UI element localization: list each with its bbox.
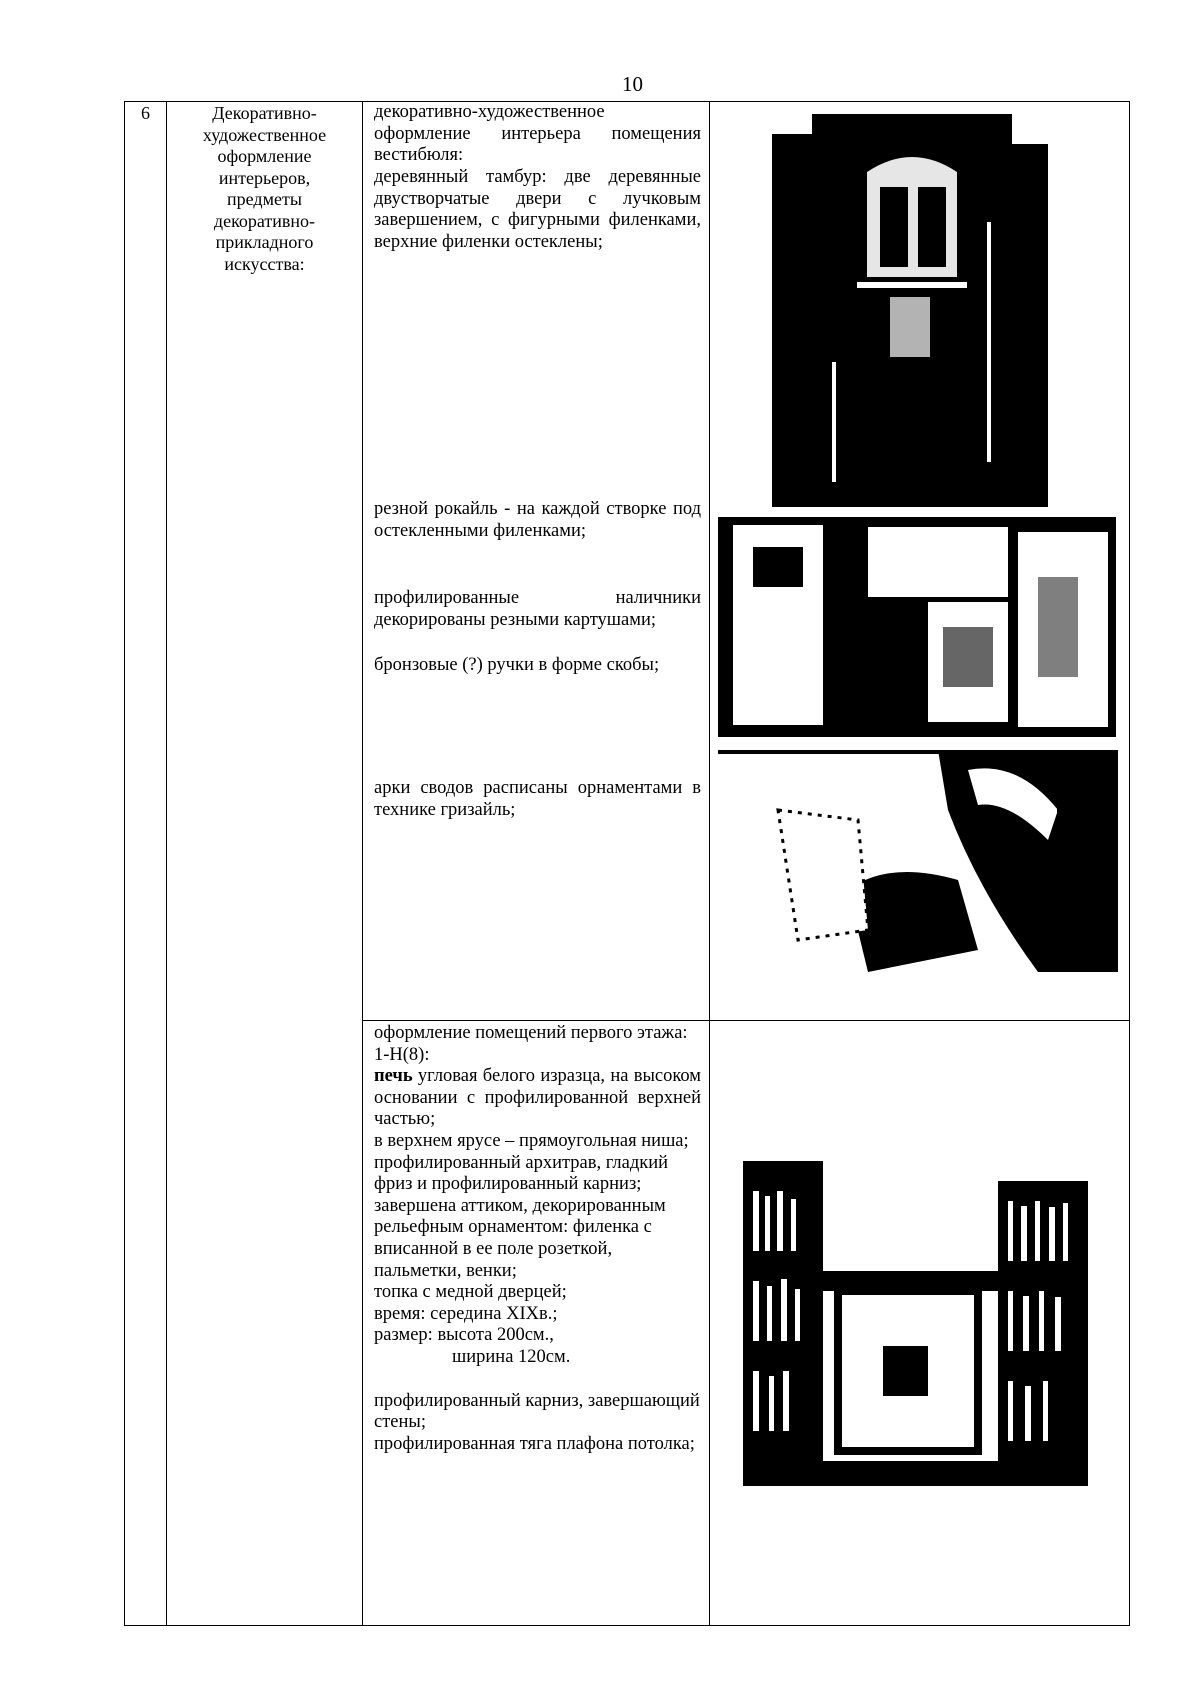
- description-cell-vestibule: [363, 102, 710, 1021]
- nalichniki-text: профилированные наличники декорированы резными картушами;: [374, 588, 701, 630]
- cornice-text: профилированный карниз, завершающий стены;: [374, 1390, 700, 1433]
- category-name-cell: [167, 102, 363, 1626]
- arches-text: арки сводов расписаны орнаментами в технике гризайль;: [374, 778, 701, 820]
- monument-table: [124, 101, 1130, 1626]
- stove-bold: печь: [374, 1066, 413, 1087]
- tambur-text: деревянный тамбур: две деревянные двустворчатые двери с лучковым завершением, с фигурными филенками, верхние филенки остеклены;: [374, 167, 701, 252]
- category-line: Декоративно-: [212, 103, 317, 123]
- rod-text: профилированная тяга плафона потолка;: [374, 1433, 695, 1454]
- category-line: искусства:: [224, 253, 305, 274]
- upper-tier-text: в верхнем ярусе – прямоугольная ниша;: [374, 1130, 689, 1151]
- category-line: оформление: [217, 146, 312, 166]
- stove-rest: угловая белого изразца, на высоком основании с профилированной верхней частью;: [374, 1066, 701, 1130]
- size-text: размер: высота 200см.,: [374, 1325, 554, 1346]
- photo-cell-first-floor: [710, 1021, 1130, 1626]
- firebox-text: топка с медной дверцей;: [374, 1282, 567, 1303]
- architrave-text: профилированный архитрав, гладкий фриз и профилированный карниз;: [374, 1152, 669, 1195]
- category-line: интерьеров,: [218, 167, 311, 188]
- row-number: 6: [141, 103, 150, 123]
- rocaille-text: резной рокайль - на каждой створке под остекленными филенками;: [374, 499, 701, 541]
- attic-text: завершена аттиком, декорированным рельефным орнаментом: филенка с вписанной в ее поле розеткой, пальметки, венки;: [374, 1195, 666, 1281]
- category-line: декоративно-: [213, 210, 316, 231]
- photo-cell-vestibule: [710, 102, 1130, 1021]
- stove-library-photo: [743, 1161, 1088, 1486]
- width-text: ширина 120см.: [452, 1346, 571, 1367]
- description-cell-first-floor: [363, 1021, 710, 1626]
- time-text: время: середина XIXв.;: [374, 1303, 558, 1324]
- handles-text: бронзовые (?) ручки в форме скобы;: [374, 655, 660, 675]
- stove-text: [374, 1066, 701, 1131]
- room-number: 1-Н(8):: [374, 1044, 430, 1065]
- table-row: [125, 102, 1130, 1021]
- vestibule-intro: декоративно-художественное оформление интерьера помещения вестибюля:: [374, 102, 701, 166]
- vestibule-door-photo: [772, 102, 1048, 507]
- page-number: 10: [622, 72, 643, 96]
- category-line: художественное: [202, 124, 327, 145]
- first-floor-intro: оформление помещений первого этажа:: [374, 1023, 688, 1043]
- door-carving-photo: [718, 517, 1116, 737]
- category-line: предметы: [227, 189, 302, 209]
- category-line: прикладного: [215, 232, 314, 252]
- row-number-cell: [125, 102, 167, 1626]
- arch-grisaille-photo: [718, 750, 1118, 972]
